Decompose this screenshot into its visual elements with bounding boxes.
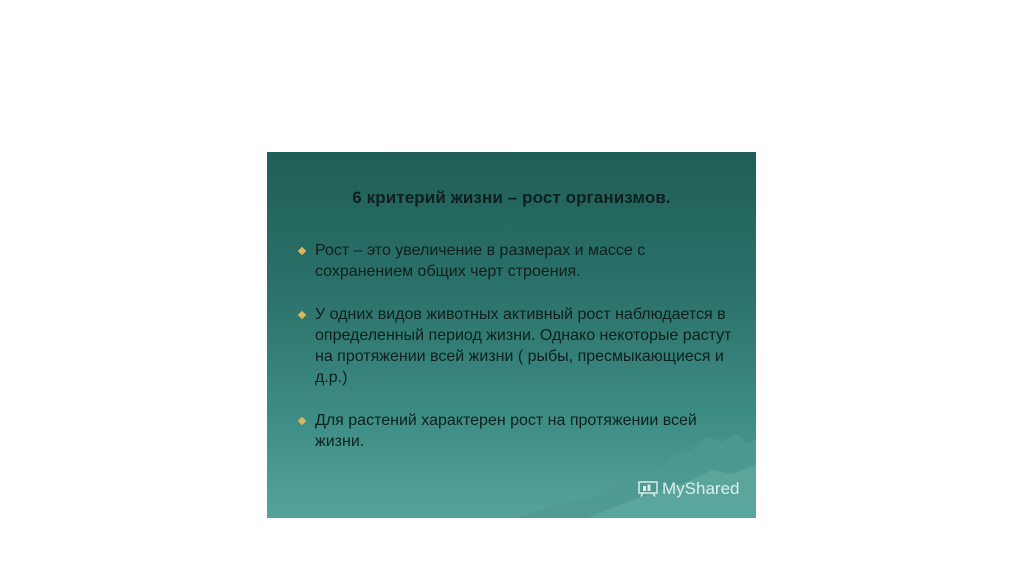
bullet-item — [297, 304, 737, 388]
bullet-list — [297, 240, 737, 452]
diamond-bullet-icon — [298, 247, 306, 255]
watermark — [638, 479, 739, 499]
bullet-item — [297, 410, 737, 452]
diamond-bullet-icon — [298, 311, 306, 319]
diamond-bullet-icon — [298, 417, 306, 425]
watermark-text: MyShared — [662, 479, 740, 498]
bullet-item — [297, 240, 737, 282]
bullet-text: У одних видов животных активный рост наблюдается в определенный период жизни. Однако некоторые растут на протяжении всей жизни ( рыбы, пресмыкающиеся и д.р.) — [315, 306, 732, 386]
presentation-slide — [267, 152, 756, 518]
slide-title: 6 критерий жизни – рост организмов. — [352, 188, 671, 207]
bullet-text: Для растений характерен рост на протяжении всей жизни. — [315, 412, 697, 450]
presentation-board-icon — [638, 481, 658, 497]
bullet-text: Рост – это увеличение в размерах и массе с сохранением общих черт строения. — [315, 242, 646, 280]
